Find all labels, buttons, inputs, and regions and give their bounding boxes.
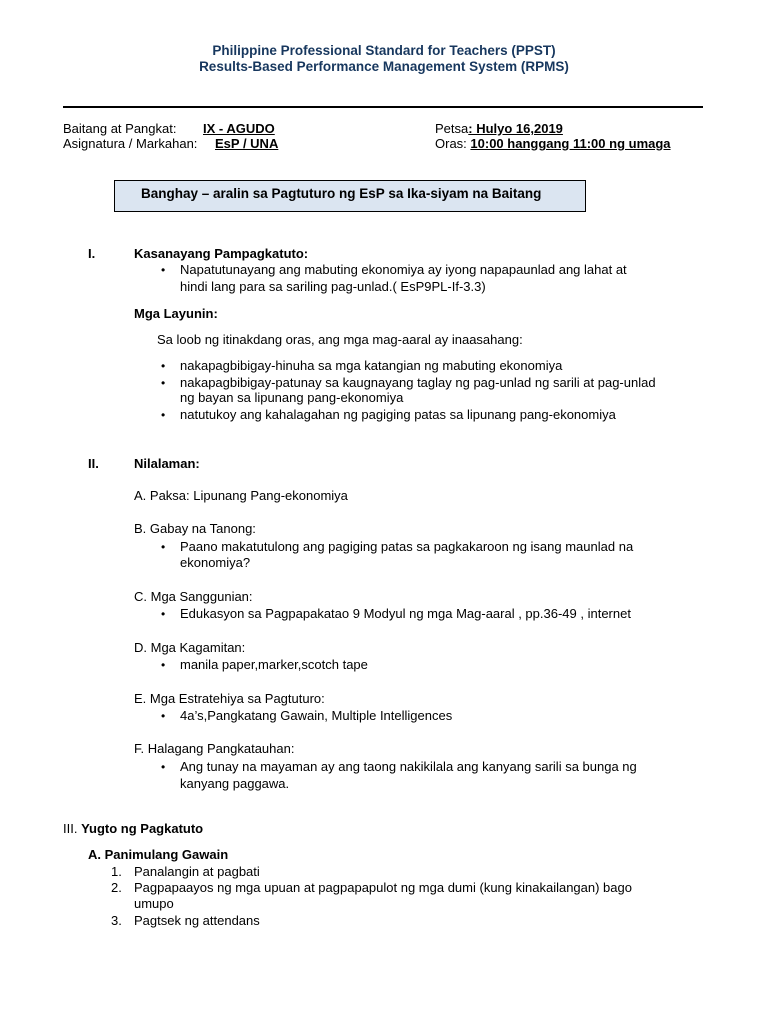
item-b-guide-question: B. Gabay na Tanong: [134, 521, 256, 536]
step-2-text-line-1: Pagpapaayos ng mga upuan at pagpapapulot ng mga dumi (kung kinakailangan) bago [134, 880, 632, 895]
lesson-plan-title: Banghay – aralin sa Pagtuturo ng EsP sa Ika-siyam na Baitang [114, 180, 586, 212]
item-a-topic: A. Paksa: Lipunang Pang-ekonomiya [134, 488, 348, 503]
section-2-number: II. [88, 456, 99, 471]
bullet-icon: • [161, 408, 166, 422]
step-2-number: 2. [111, 880, 122, 895]
date-value: : Hulyo 16,2019 [468, 121, 563, 136]
time-label: Oras: [435, 136, 471, 151]
guide-question-line-1: Paano makatutulong ang pagiging patas sa pagkakaroon ng isang maunlad na [180, 539, 634, 554]
section-2-heading: Nilalaman: [134, 456, 200, 471]
bullet-icon: • [161, 359, 166, 373]
bullet-icon: • [161, 263, 166, 277]
step-3-number: 3. [111, 913, 122, 928]
subsection-a-heading: A. Panimulang Gawain [88, 847, 229, 862]
guide-question-line-2: ekonomiya? [180, 555, 251, 570]
objective-1: nakapagbibigay-hinuha sa mga katangian ng mabuting ekonomiya [180, 358, 563, 373]
objective-3: natutukoy ang kahalagahan ng pagiging patas sa lipunang pang-ekonomiya [180, 407, 616, 422]
date-field [435, 121, 563, 136]
materials-text: manila paper,marker,scotch tape [180, 657, 368, 672]
header-rule [63, 106, 703, 108]
values-line-1: Ang tunay na mayaman ay ang taong nakikilala ang kanyang sarili sa bunga ng [180, 759, 637, 774]
date-label: Petsa [435, 121, 469, 136]
objectives-intro: Sa loob ng itinakdang oras, ang mga mag-aaral ay inaasahang: [157, 332, 523, 347]
header-line-2: Results-Based Performance Management System (RPMS) [199, 59, 569, 74]
time-value: 10:00 hanggang 11:00 ng umaga [470, 136, 671, 151]
section-3-title [63, 821, 203, 836]
section-3-number: III. [63, 821, 82, 836]
bullet-icon: • [161, 376, 166, 390]
grade-label: Baitang at Pangkat: [63, 121, 177, 136]
bullet-icon: • [161, 607, 166, 621]
step-3-text: Pagtsek ng attendans [134, 913, 260, 928]
item-e-strategies: E. Mga Estratehiya sa Pagtuturo: [134, 691, 325, 706]
competency-line-1: Napatutunayang ang mabuting ekonomiya ay iyong napapaunlad ang lahat at [180, 262, 627, 277]
references-text: Edukasyon sa Pagpapakatao 9 Modyul ng mga Mag-aaral , pp.36-49 , internet [180, 606, 631, 621]
objective-2-line-2: ng bayan sa lipunang pang-ekonomiya [180, 390, 404, 405]
item-d-materials: D. Mga Kagamitan: [134, 640, 246, 655]
section-1-heading: Kasanayang Pampagkatuto: [134, 246, 309, 261]
values-line-2: kanyang paggawa. [180, 776, 290, 791]
item-f-values: F. Halagang Pangkatauhan: [134, 741, 295, 756]
bullet-icon: • [161, 658, 166, 672]
strategies-text: 4a’s,Pangkatang Gawain, Multiple Intelligences [180, 708, 453, 723]
bullet-icon: • [161, 760, 166, 774]
objectives-heading: Mga Layunin: [134, 306, 218, 321]
competency-line-2: hindi lang para sa sariling pag-unlad.( EsP9PL-If-3.3) [180, 279, 486, 294]
header-line-1: Philippine Professional Standard for Teachers (PPST) [212, 43, 556, 58]
bullet-icon: • [161, 540, 166, 554]
subject-label: Asignatura / Markahan: [63, 136, 198, 151]
step-2-text-line-2: umupo [134, 896, 174, 911]
objective-2-line-1: nakapagbibigay-patunay sa kaugnayang taglay ng pag-unlad ng sarili at pag-unlad [180, 375, 656, 390]
bullet-icon: • [161, 709, 166, 723]
step-1-number: 1. [111, 864, 122, 879]
grade-value: IX - AGUDO [203, 121, 275, 136]
section-1-number: I. [88, 246, 96, 261]
subject-value: EsP / UNA [215, 136, 279, 151]
item-c-references: C. Mga Sanggunian: [134, 589, 253, 604]
step-1-text: Panalangin at pagbati [134, 864, 260, 879]
section-3-heading: Yugto ng Pagkatuto [81, 821, 204, 836]
time-field [435, 136, 671, 151]
